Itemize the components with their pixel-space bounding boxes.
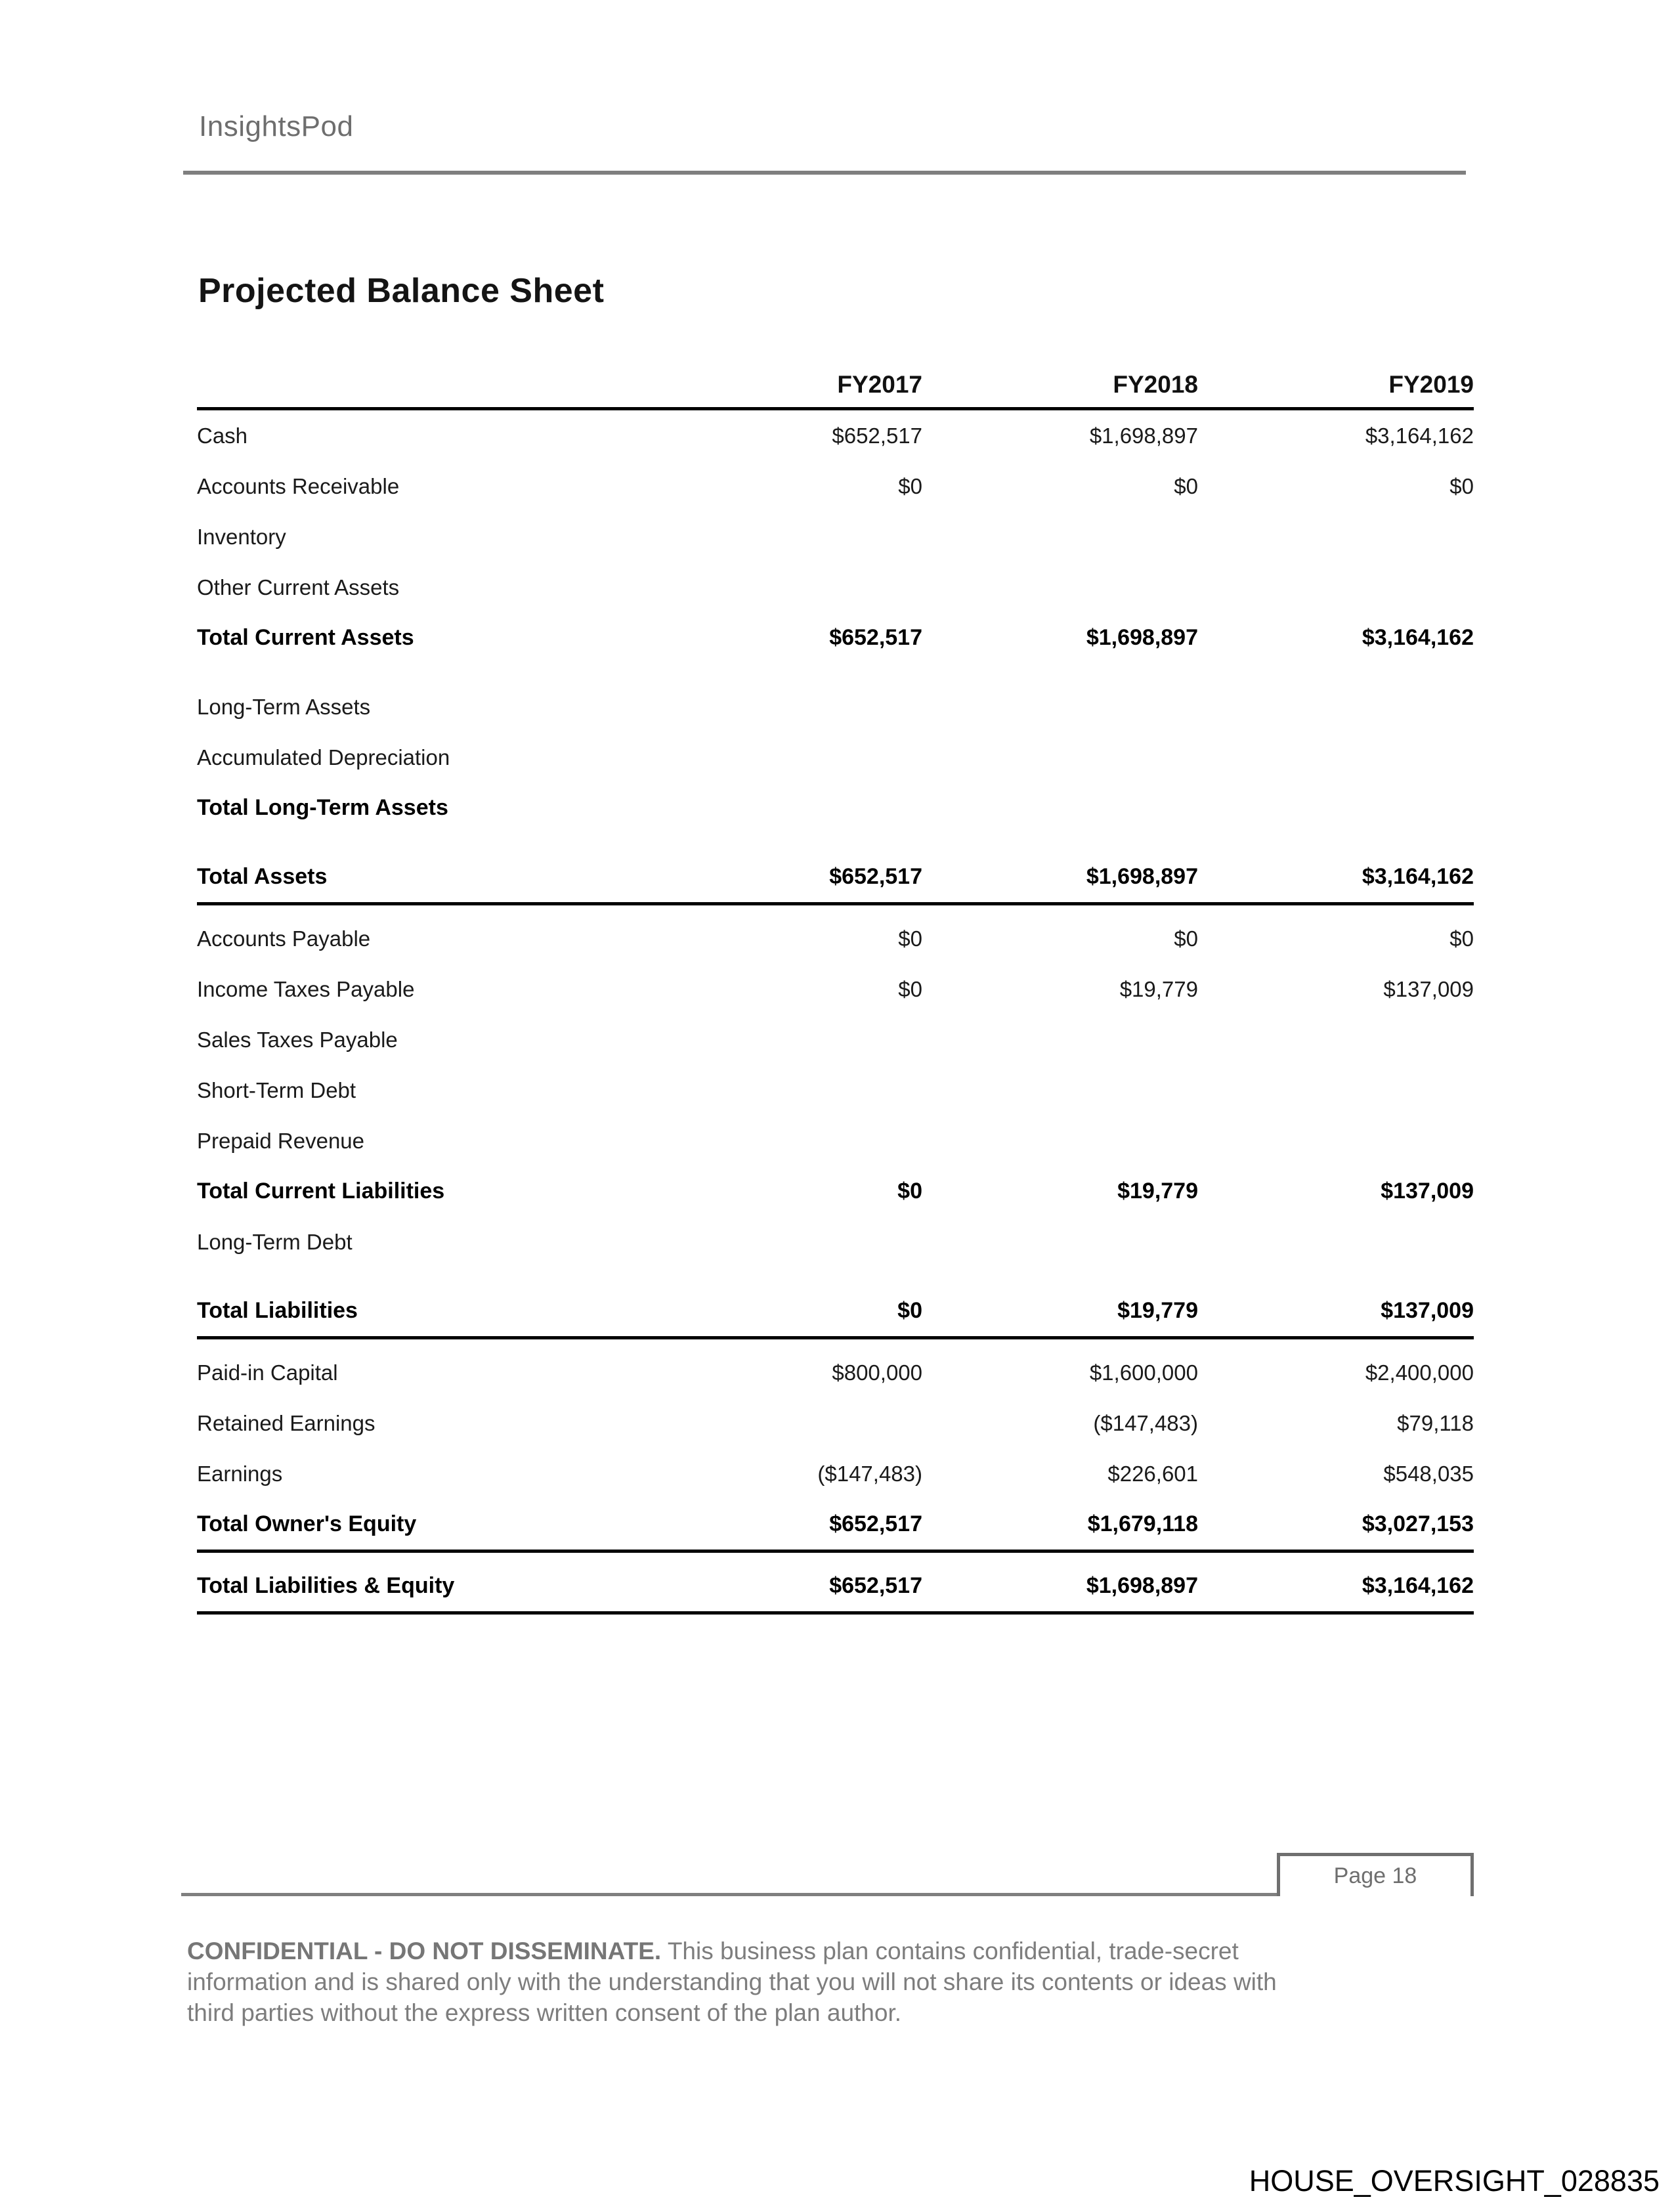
section-spacer — [197, 663, 1474, 682]
header-spacer-cell — [197, 399, 647, 407]
row-label: Cash — [197, 423, 248, 448]
row-value: $800,000 — [832, 1360, 922, 1385]
row-value: $1,600,000 — [1089, 1360, 1198, 1385]
row-value: $2,400,000 — [1365, 1360, 1474, 1385]
table-rule — [197, 1336, 1474, 1339]
row-label: Earnings — [197, 1461, 283, 1486]
row-value: $0 — [1174, 926, 1198, 951]
table-row — [197, 1499, 1474, 1550]
table-row — [197, 511, 1474, 562]
row-label: Total Liabilities & Equity — [197, 1573, 455, 1598]
page-title: Projected Balance Sheet — [198, 272, 605, 310]
table-header-row — [197, 355, 1474, 407]
row-value: $0 — [1449, 473, 1474, 498]
confidential-line: third parties without the express written consent of the plan author. — [187, 1999, 902, 2026]
table-rule — [197, 1550, 1474, 1553]
row-value: $3,164,162 — [1362, 625, 1474, 650]
row-value: $19,779 — [1117, 1298, 1198, 1323]
column-header-fy2019: FY2019 — [1388, 371, 1474, 398]
row-value: $0 — [897, 1179, 922, 1204]
row-label: Total Current Assets — [197, 625, 414, 650]
row-value: $3,164,162 — [1362, 1573, 1474, 1598]
row-value: $0 — [898, 473, 922, 498]
table-row — [197, 913, 1474, 964]
table-row — [197, 682, 1474, 732]
row-label: Long-Term Assets — [197, 694, 371, 719]
table-row — [197, 1347, 1474, 1398]
row-value: $1,679,118 — [1087, 1511, 1198, 1536]
table-rule — [197, 902, 1474, 905]
header-rule — [183, 171, 1466, 175]
row-label: Retained Earnings — [197, 1410, 376, 1435]
footer-rule — [181, 1893, 1277, 1896]
column-header-fy2018: FY2018 — [1113, 371, 1198, 398]
brand-logo-text: InsightsPod — [199, 110, 354, 142]
table-row — [197, 1217, 1474, 1267]
row-label: Total Owner's Equity — [197, 1511, 417, 1536]
row-value: $652,517 — [829, 864, 922, 889]
table-row — [197, 852, 1474, 902]
row-label: Total Current Liabilities — [197, 1179, 445, 1204]
row-value: $0 — [898, 976, 922, 1001]
table-row — [197, 1166, 1474, 1217]
row-value: ($147,483) — [817, 1461, 922, 1486]
page-number-badge — [1277, 1853, 1474, 1896]
row-value: $1,698,897 — [1086, 1573, 1198, 1598]
row-value: $3,164,162 — [1365, 423, 1474, 448]
row-label: Total Assets — [197, 864, 328, 889]
row-value: $1,698,897 — [1086, 625, 1198, 650]
row-value: $1,698,897 — [1086, 864, 1198, 889]
confidential-notice — [187, 1936, 1277, 2028]
table-row — [197, 461, 1474, 511]
table-row — [197, 783, 1474, 833]
row-value: $652,517 — [829, 625, 922, 650]
row-value: $19,779 — [1117, 1179, 1198, 1204]
row-value: $19,779 — [1119, 976, 1198, 1001]
row-label: Income Taxes Payable — [197, 976, 415, 1001]
table-row — [197, 613, 1474, 663]
row-label: Other Current Assets — [197, 575, 400, 599]
table-row — [197, 1286, 1474, 1336]
table-row — [197, 1116, 1474, 1166]
row-label: Sales Taxes Payable — [197, 1027, 398, 1052]
row-value: $652,517 — [832, 423, 922, 448]
table-row — [197, 1561, 1474, 1611]
confidential-line1-text: This business plan contains confidential, trade-secret — [667, 1938, 1239, 1964]
row-value: $137,009 — [1381, 1298, 1474, 1323]
confidential-warning-bold: CONFIDENTIAL - DO NOT DISSEMINATE. — [187, 1938, 662, 1964]
row-value: $79,118 — [1397, 1410, 1474, 1435]
row-label: Paid-in Capital — [197, 1360, 338, 1385]
table-row — [197, 964, 1474, 1014]
table-row — [197, 562, 1474, 613]
row-value: $652,517 — [829, 1511, 922, 1536]
row-label: Accounts Receivable — [197, 473, 400, 498]
row-label: Inventory — [197, 524, 286, 549]
confidential-line: information and is shared only with the understanding that you will not share its contents or ideas with — [187, 1968, 1277, 1995]
row-value: $0 — [1449, 926, 1474, 951]
column-header-fy2017: FY2017 — [837, 371, 922, 398]
table-row — [197, 1398, 1474, 1448]
row-value: $3,027,153 — [1362, 1511, 1474, 1536]
row-label: Accounts Payable — [197, 926, 371, 951]
row-value: $0 — [897, 1298, 922, 1323]
table-rule — [197, 1611, 1474, 1615]
row-label: Prepaid Revenue — [197, 1128, 365, 1153]
row-value: $137,009 — [1383, 976, 1474, 1001]
row-value: $137,009 — [1381, 1179, 1474, 1204]
row-label: Accumulated Depreciation — [197, 745, 450, 770]
row-value: $548,035 — [1383, 1461, 1474, 1486]
confidential-line — [187, 1936, 1277, 1966]
row-value: $1,698,897 — [1089, 423, 1198, 448]
section-spacer — [197, 1267, 1474, 1286]
row-value: ($147,483) — [1093, 1410, 1198, 1435]
row-value: $3,164,162 — [1362, 864, 1474, 889]
row-label: Total Long-Term Assets — [197, 795, 448, 820]
table-row — [197, 1014, 1474, 1065]
section-spacer — [197, 833, 1474, 852]
row-label: Total Liabilities — [197, 1298, 358, 1323]
row-value: $226,601 — [1107, 1461, 1198, 1486]
row-value: $652,517 — [829, 1573, 922, 1598]
table-body — [197, 410, 1474, 1615]
bates-number: HOUSE_OVERSIGHT_028835 — [1249, 2164, 1660, 2198]
table-row — [197, 410, 1474, 461]
row-value: $0 — [898, 926, 922, 951]
balance-sheet-table — [197, 355, 1474, 1622]
table-row — [197, 1448, 1474, 1499]
table-row — [197, 732, 1474, 783]
table-row — [197, 1065, 1474, 1116]
page-number-label: Page 18 — [1333, 1863, 1417, 1888]
row-label: Short-Term Debt — [197, 1077, 356, 1102]
row-value: $0 — [1174, 473, 1198, 498]
row-label: Long-Term Debt — [197, 1229, 353, 1254]
